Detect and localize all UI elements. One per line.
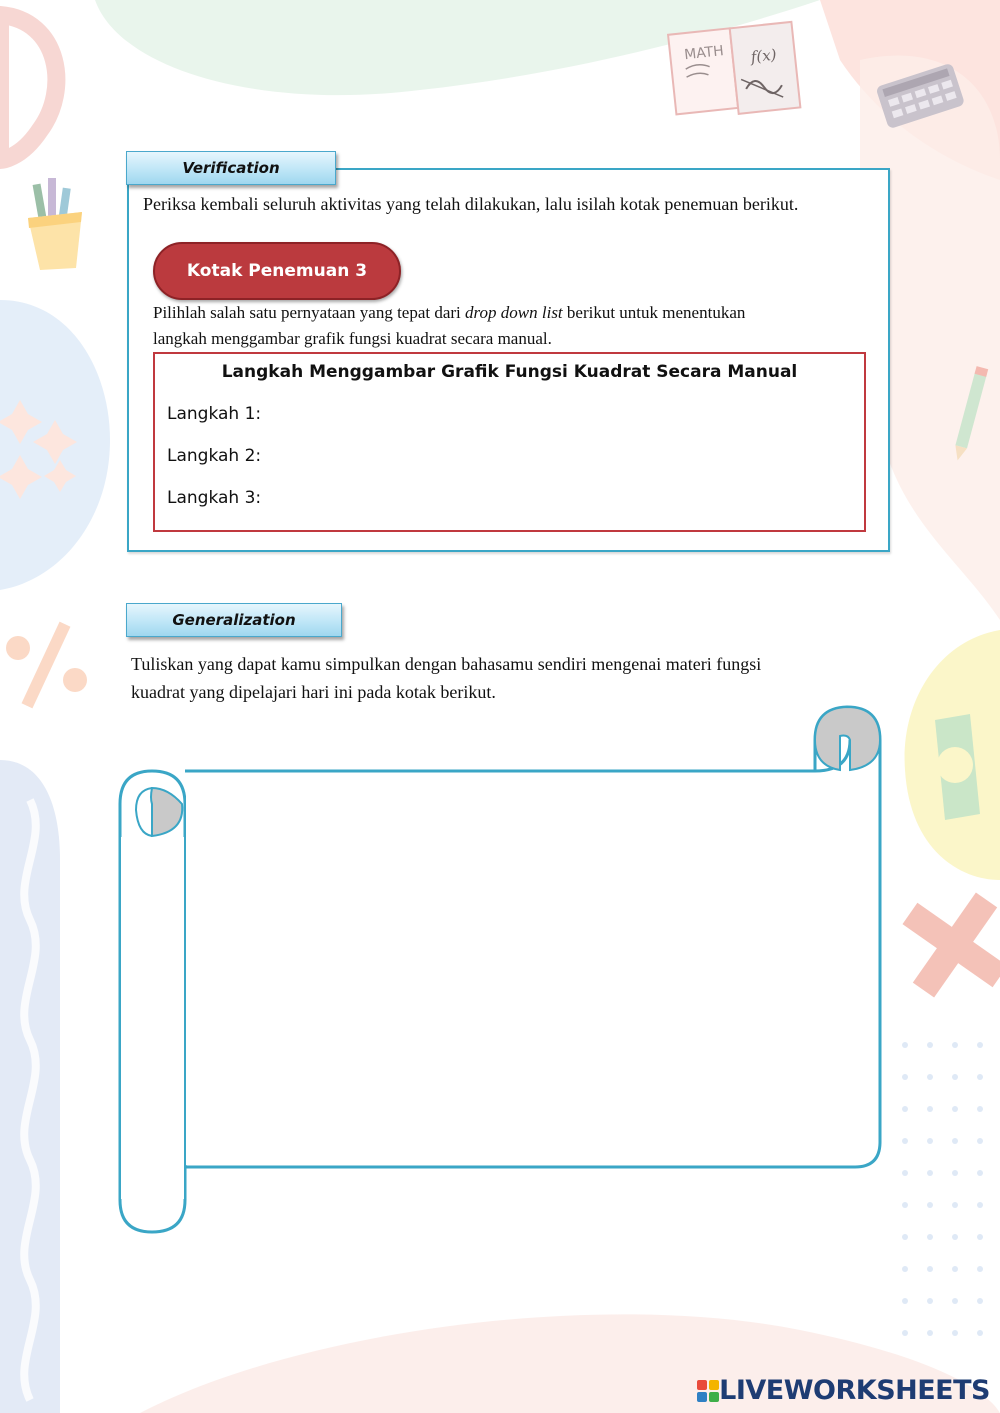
step-label: Langkah 1: xyxy=(167,404,262,424)
verification-tab-label: Verification xyxy=(182,159,280,177)
langkah-title: Langkah Menggambar Grafik Fungsi Kuadrat Secara Manual xyxy=(221,362,798,382)
desc-after: berikut untuk menentukan xyxy=(562,303,746,322)
desc-italic: drop down list xyxy=(465,303,563,322)
liveworksheets-logo xyxy=(697,1375,990,1406)
verification-instruction: Periksa kembali seluruh aktivitas yang telah dilakukan, lalu isilah kotak penemuan berikut. xyxy=(143,194,799,214)
pencil-cup-icon xyxy=(20,178,90,274)
calculator-icon xyxy=(872,60,968,130)
generalization-line2: kuadrat yang dipelajari hari ini pada kotak berikut. xyxy=(131,682,496,702)
generalization-line1: Tuliskan yang dapat kamu simpulkan dengan bahasamu sendiri mengenai materi fungsi xyxy=(131,654,762,674)
verification-box xyxy=(127,168,890,552)
generalization-tab xyxy=(126,603,342,637)
kotak-description xyxy=(153,300,865,352)
desc-before: Pilihlah salah satu pernyataan yang tepat dari xyxy=(153,303,466,322)
step-row xyxy=(167,486,271,510)
step-row xyxy=(167,444,271,468)
book-fx: f(x) xyxy=(749,45,778,67)
step-label: Langkah 3: xyxy=(167,488,262,508)
book-word: MATH xyxy=(683,43,725,64)
kotak-penemuan-badge xyxy=(153,242,401,300)
step-row xyxy=(167,402,271,426)
langkah-box xyxy=(153,352,866,532)
generalization-instruction xyxy=(131,650,868,706)
math-book-icon xyxy=(660,14,810,129)
step-label: Langkah 2: xyxy=(167,446,262,466)
liveworksheets-logo-text: LIVEWORKSHEETS xyxy=(719,1375,990,1406)
kotak-penemuan-label: Kotak Penemuan 3 xyxy=(186,261,368,281)
pencil-icon xyxy=(950,362,990,466)
generalization-tab-label: Generalization xyxy=(172,611,296,629)
generalization-answer-field[interactable] xyxy=(195,782,869,1158)
liveworksheets-logo-icon xyxy=(697,1380,719,1402)
verification-tab xyxy=(126,151,336,185)
desc-line2: langkah menggambar grafik fungsi kuadrat secara manual. xyxy=(153,329,552,348)
